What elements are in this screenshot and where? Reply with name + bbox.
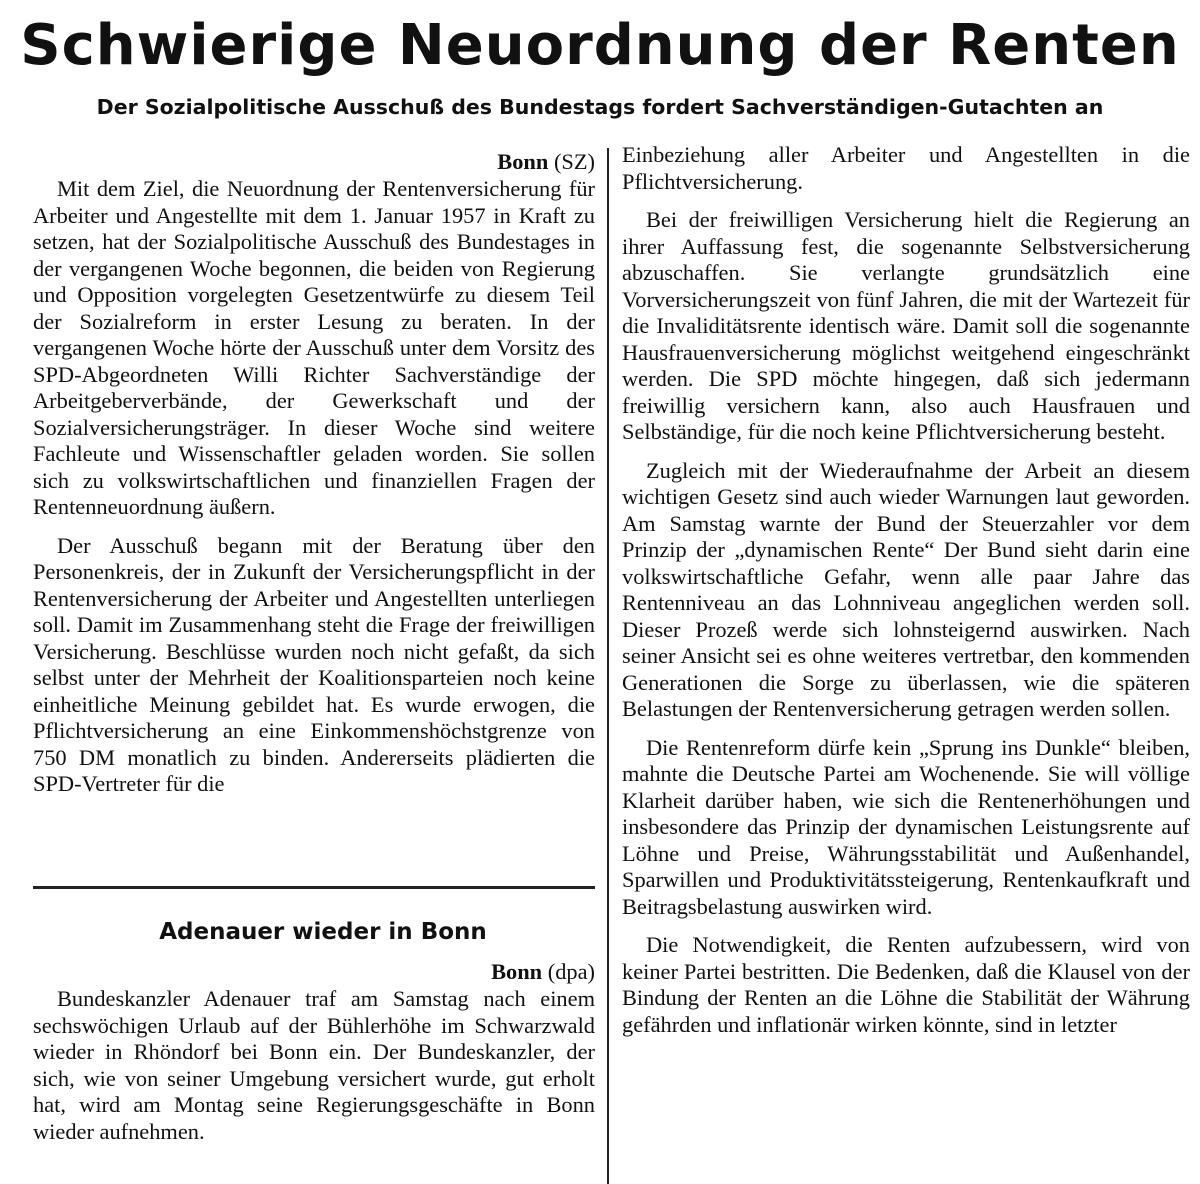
article-paragraph: Der Ausschuß begann mit der Beratung über den Personenkreis, der in Zukunft der Versicherungspflicht in der Rentenversicherung der Arbeiter und Angestellten unterliegen soll. Damit im Zusammenhang steht die Frage der freiwilligen Versicherung. Beschlüsse wurden noch nicht gefaßt, da sich selbst unter der Mehrheit der Koalitionsparteien noch keine einheitliche Meinung gebildet hat. Es wurde erwogen, die Pflichtversicherung an eine Einkommenshöchstgrenze von 750 DM monatlich zu binden. Andererseits plädierten die SPD-Vertreter für die: [33, 532, 595, 796]
article-separator-rule: [33, 886, 595, 889]
headline: Schwierige Neuordnung der Renten: [20, 13, 1180, 78]
dateline-place: Bonn: [491, 959, 543, 984]
dateline-source: (SZ): [553, 149, 595, 174]
side-article-title: Adenauer wieder in Bonn: [159, 919, 487, 945]
article-paragraph: Mit dem Ziel, die Neuordnung der Rentenversicherung für Arbeiter und Angestellte mit dem 1. Januar 1957 in Kraft zu setzen, hat der Sozialpolitische Ausschuß des Bundestages in der vergangenen Woche begonnen, die beiden von Regierung und Opposition vorgelegten Gesetzentwürfe zu diesem Teil der Sozialreform in erster Lesung zu beraten. In der vergangenen Woche hörte der Ausschuß unter dem Vorsitz des SPD-Abgeordneten Willi Richter Sachverständige der Arbeitgeberverbände, der Gewerkschaft und der Sozialversicherungsträger. In dieser Woche sind weitere Fachleute und Wissenschaftler geladen worden. Sie sollen sich zu volkswirtschaftlichen und finanziellen Fragen der Rentenneuordnung äußern.: [33, 176, 595, 519]
side-article: [33, 912, 595, 1145]
article-paragraph: Bei der freiwilligen Versicherung hielt die Regierung an ihrer Auffassung fest, die sogenannte Selbstversicherung abzuschaffen. Sie verlangte grundsätzlich eine Vorversicherungszeit von fünf Jahren, die mit der Wartezeit für die Invaliditätsrente identisch wäre. Damit soll die sogenannte Hausfrauenversicherung möglichst weitgehend eingeschränkt werden. Die SPD möchte hingegen, daß sich jedermann freiwillig versichern kann, also auch Hausfrauen und Selbständige, für die noch keine Pflichtversicherung besteht.: [622, 207, 1190, 444]
subheadline: Der Sozialpolitische Ausschuß des Bundestags fordert Sachverständigen-Gutachten an: [96, 95, 1104, 119]
article-paragraph: Die Notwendigkeit, die Renten aufzubessern, wird von keiner Partei bestritten. Die Bedenken, daß die Klausel von der Bindung der Renten an die Löhne die Stabilität der Währung gefährden und inflationär wirken könnte, sind in letzter: [622, 932, 1190, 1037]
column-divider: [607, 148, 609, 1184]
main-article-dateline: [33, 148, 595, 176]
article-paragraph: Zugleich mit der Wiederaufnahme der Arbeit an diesem wichtigen Gesetz sind auch wieder Warnungen laut geworden. Am Samstag warnte der Bund der Steuerzahler vor dem Prinzip der „dynamischen Rente“ Der Bund sieht darin eine volkswirtschaftliche Gefahr, wenn alle paar Jahre das Rentenniveau an das Lohnniveau angeglichen werden soll. Dieser Prozeß werde sich lohnsteigernd auswirken. Nach seiner Ansicht sei es ohne weiteres vertretbar, den kommenden Generationen die Sorge zu überlassen, wie die späteren Belastungen der Rentenversicherung getragen werden sollen.: [622, 457, 1190, 721]
article-paragraph: Die Rentenreform dürfe kein „Sprung ins Dunkle“ bleiben, mahnte die Deutsche Partei am Wochenende. Sie will völlige Klarheit darüber haben, wie sich die Rentenerhöhungen und insbesondere das Prinzip der dynamischen Leistungsrente auf Löhne und Preise, Währungsstabilität und Außenhandel, Sparwillen und Produktivitätssteigerung, Rentenkaufkraft und Beitragsbelastung auswirken wird.: [622, 734, 1190, 919]
main-article-left-column: [33, 148, 595, 798]
article-paragraph: Einbeziehung aller Arbeiter und Angestellten in die Pflichtversicherung.: [622, 142, 1190, 194]
dateline-place: Bonn: [497, 149, 549, 174]
side-article-body: Bundeskanzler Adenauer traf am Samstag nach einem sechswöchigen Urlaub auf der Bühlerhöhe im Schwarzwald wieder in Rhöndorf bei Bonn ein. Der Bundeskanzler, der sich, wie von seiner Umgebung versichert wurde, gut erholt hat, wird am Montag seine Regierungsgeschäfte in Bonn wieder aufnehmen.: [33, 986, 595, 1144]
side-article-dateline: [33, 958, 595, 986]
main-article-right-column: [622, 142, 1190, 1050]
dateline-source: (dpa): [547, 959, 595, 984]
